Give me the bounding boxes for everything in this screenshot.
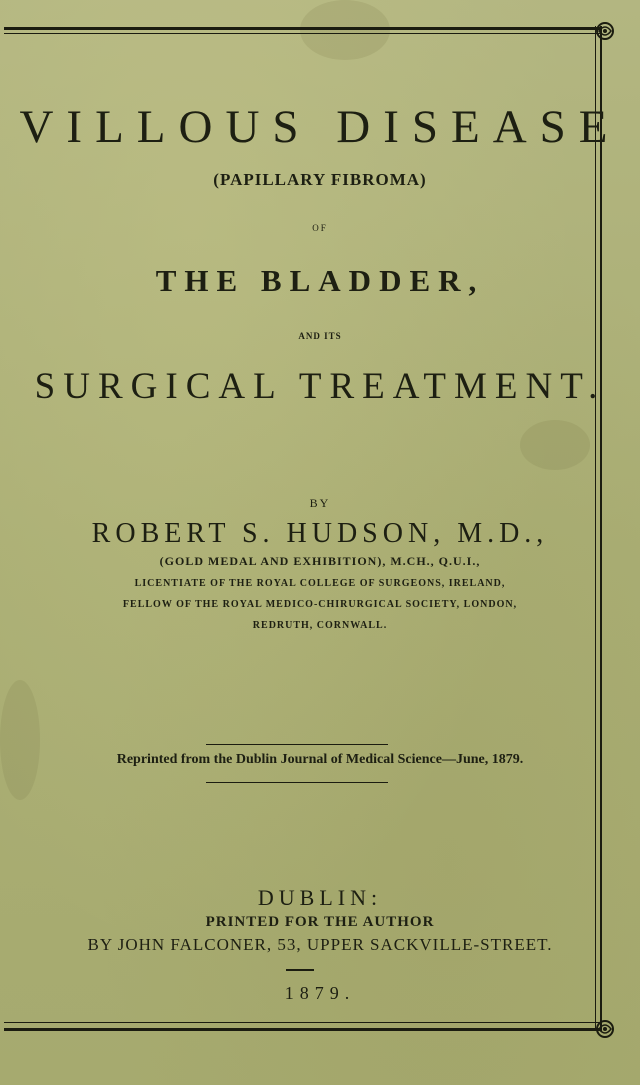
paper-stain	[0, 680, 40, 800]
title-treatment: SURGICAL TREATMENT.	[34, 366, 606, 407]
floral-corner-ornament-icon	[594, 20, 616, 42]
paper-stain	[520, 420, 590, 470]
top-border-rule-inner	[4, 33, 602, 34]
title-organ: THE BLADDER,	[155, 263, 485, 298]
imprint-year: 1879.	[284, 983, 356, 1003]
author-credential: LICENTIATE OF THE ROYAL COLLEGE OF SURGEONS, IRELAND,	[134, 578, 506, 589]
paper-stain	[300, 0, 390, 60]
title-connector-and: AND ITS	[298, 331, 342, 341]
imprint-city: DUBLIN:	[257, 885, 383, 910]
book-title: VILLOUS DISEASE	[19, 101, 621, 153]
bottom-border-rule	[4, 1028, 602, 1031]
divider-rule	[206, 744, 388, 745]
top-border-rule	[4, 27, 602, 30]
divider-rule	[206, 782, 388, 783]
floral-corner-ornament-icon	[594, 1018, 616, 1040]
bottom-border-rule-inner	[4, 1022, 602, 1023]
reprint-note: Reprinted from the Dublin Journal of Medical Science—June, 1879.	[116, 752, 524, 767]
author-credential: REDRUTH, CORNWALL.	[252, 620, 388, 631]
author-credential: FELLOW OF THE ROYAL MEDICO-CHIRURGICAL SOCIETY, LONDON,	[122, 599, 518, 610]
author-by: BY	[309, 496, 331, 510]
divider-rule	[286, 969, 314, 971]
imprint-printed-for: PRINTED FOR THE AUTHOR	[205, 914, 435, 930]
book-subtitle: (PAPILLARY FIBROMA)	[213, 170, 427, 189]
author-credential: (GOLD MEDAL AND EXHIBITION), M.CH., Q.U.I.,	[159, 554, 481, 568]
title-connector-of: OF	[312, 223, 328, 233]
author-name: ROBERT S. HUDSON, M.D.,	[91, 518, 549, 549]
imprint-publisher: BY JOHN FALCONER, 53, UPPER SACKVILLE-STREET.	[87, 935, 553, 954]
